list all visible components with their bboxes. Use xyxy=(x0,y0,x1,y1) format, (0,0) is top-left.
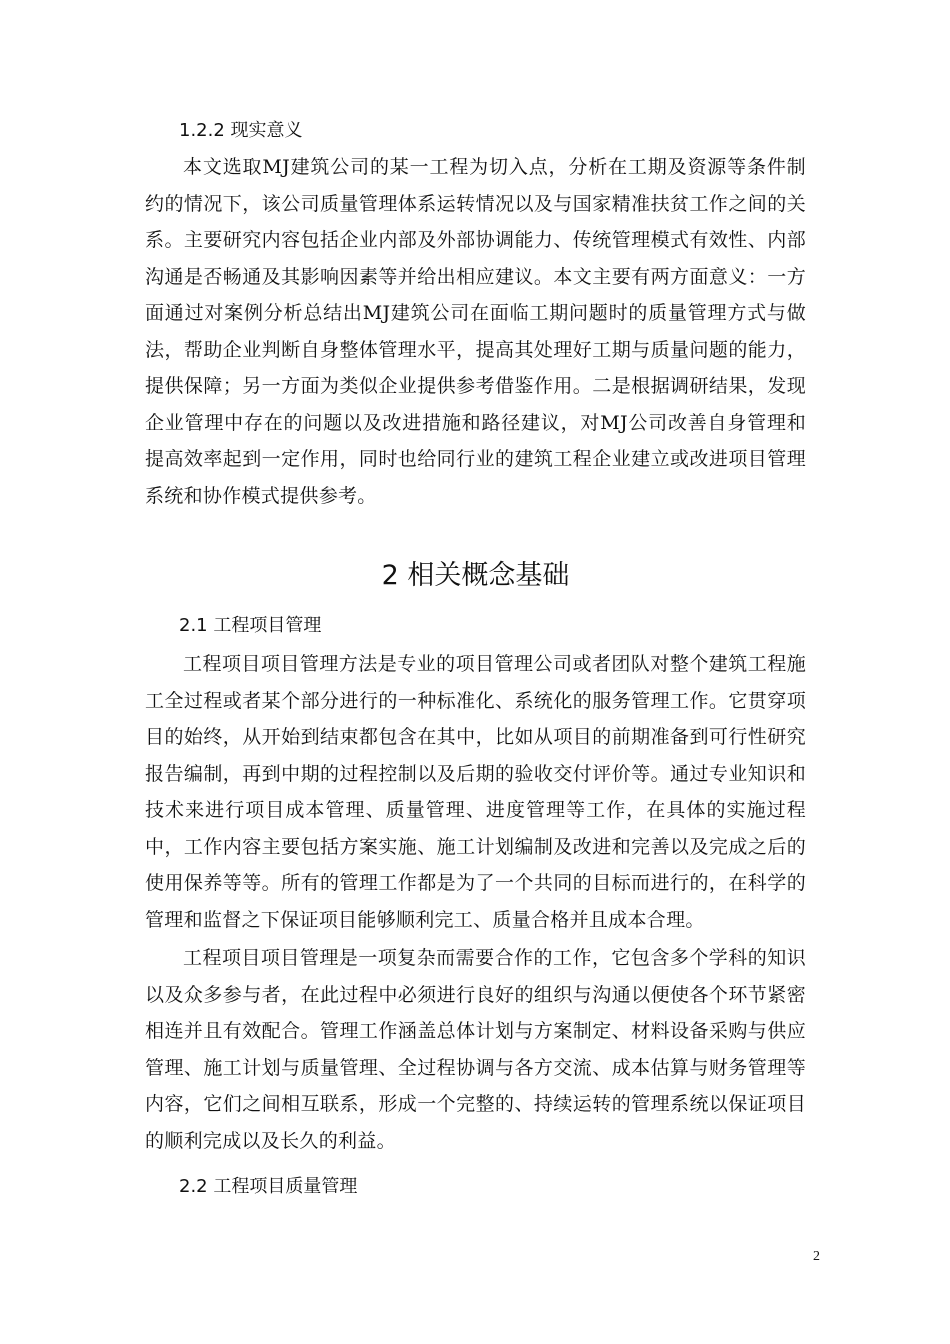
page-body xyxy=(145,113,806,1205)
section-2-1-paragraph-2: 工程项目项目管理是一项复杂而需要合作的工作，它包含多个学科的知识以及众多参与者，在此过程中必须进行良好的组织与沟通以便使各个环节紧密相连并且有效配合。管理工作涵盖总体计划与方案制定、材料设备采购与供应管理、施工计划与质量管理、全过程协调与各方交流、成本估算与财务管理等内容，它们之间相互联系，形成一个完整的、持续运转的管理系统以保证项目的顺利完成以及长久的利益。 xyxy=(145,947,806,1152)
section-2-1-paragraph-1: 工程项目项目管理方法是专业的项目管理公司或者团队对整个建筑工程施工全过程或者某个部分进行的一种标准化、系统化的服务管理工作。它贯穿项目的始终，从开始到结束都包含在其中，比如从项目的前期准备到可行性研究报告编制，再到中期的过程控制以及后期的验收交付评价等。通过专业知识和技术来进行项目成本管理、质量管理、进度管理等工作，在具体的实施过程中，工作内容主要包括方案实施、施工计划编制及改进和完善以及完成之后的使用保养等等。所有的管理工作都是为了一个共同的目标而进行的，在科学的管理和监督之下保证项目能够顺利完工、质量合格并且成本合理。 xyxy=(145,653,806,931)
section-heading-1-2-2: 1.2.2 现实意义 xyxy=(179,120,303,141)
section-heading-2-2: 2.2 工程项目质量管理 xyxy=(179,1176,358,1197)
chapter-2-title: 2 相关概念基础 xyxy=(381,560,570,591)
section-1-2-2-paragraph: 本文选取MJ建筑公司的某一工程为切入点，分析在工期及资源等条件制约的情况下，该公司质量管理体系运转情况以及与国家精准扶贫工作之间的关系。主要研究内容包括企业内部及外部协调能力、传统管理模式有效性、内部沟通是否畅通及其影响因素等并给出相应建议。本文主要有两方面意义：一方面通过对案例分析总结出MJ建筑公司在面临工期问题时的质量管理方式与做法，帮助企业判断自身整体管理水平，提高其处理好工期与质量问题的能力，提供保障；另一方面为类似企业提供参考借鉴作用。二是根据调研结果，发现企业管理中存在的问题以及改进措施和路径建议，对MJ公司改善自身管理和提高效率起到一定作用，同时也给同行业的建筑工程企业建立或改进项目管理系统和协作模式提供参考。 xyxy=(145,156,806,507)
page-number: 2 xyxy=(813,1249,820,1264)
section-heading-2-1: 2.1 工程项目管理 xyxy=(179,615,322,636)
